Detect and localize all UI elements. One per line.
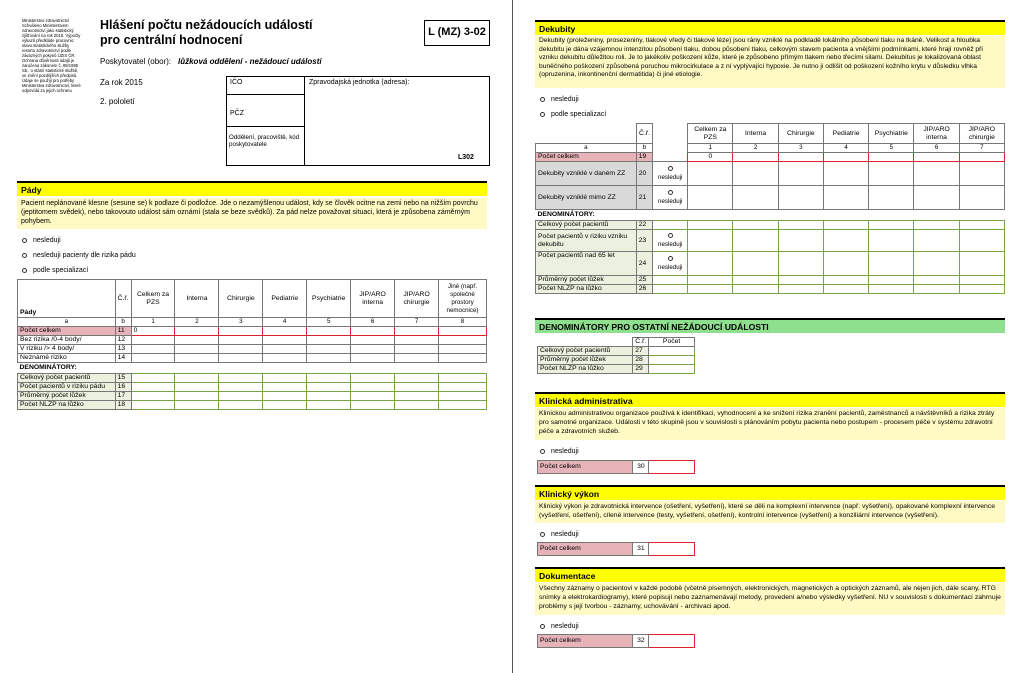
col-header: Č.ř. <box>636 124 652 144</box>
row-label: Dekubity vzniklé mimo ZZ <box>536 186 637 210</box>
unit-label: Zpravodajská jednotka (adresa): <box>309 79 410 86</box>
input-cell[interactable] <box>351 345 395 354</box>
pady-title: Pády <box>17 181 487 196</box>
input-cell[interactable] <box>263 392 307 401</box>
row-number: 21 <box>636 186 652 210</box>
page-divider <box>512 0 513 673</box>
input-cell[interactable] <box>869 252 914 276</box>
row-label: Počet celkem <box>538 461 633 474</box>
row-number: 19 <box>636 153 652 162</box>
input-cell[interactable] <box>131 336 175 345</box>
input-cell[interactable] <box>823 186 868 210</box>
col-header: Č.ř. <box>115 280 131 318</box>
input-cell[interactable] <box>649 365 695 374</box>
input-cell[interactable] <box>307 401 351 410</box>
input-cell[interactable] <box>263 354 307 363</box>
input-cell[interactable] <box>219 374 263 383</box>
table-row <box>536 285 1005 294</box>
input-cell[interactable] <box>219 392 263 401</box>
klinicka-admin-option-nesleduji[interactable]: nesleduji <box>540 447 579 456</box>
input-cell[interactable] <box>733 153 778 162</box>
input-cell[interactable] <box>823 285 868 294</box>
row-label: Počet NLZP na lůžko <box>18 401 116 410</box>
num-cell: 1 <box>131 318 175 327</box>
num-cell: a <box>18 318 116 327</box>
input-cell[interactable] <box>869 285 914 294</box>
col-header: Interna <box>733 124 778 144</box>
num-cell: 2 <box>733 144 778 153</box>
input-cell[interactable] <box>733 221 778 230</box>
table-row <box>18 336 487 345</box>
input-cell[interactable] <box>175 354 219 363</box>
row-label: Průměrný počet lůžek <box>536 276 637 285</box>
table-row <box>538 356 695 365</box>
input-cell[interactable] <box>733 162 778 186</box>
klinicky-vykon-option-nesleduji[interactable]: nesleduji <box>540 530 579 539</box>
table-row <box>538 543 695 556</box>
input-cell[interactable] <box>688 252 733 276</box>
pady-desc: Pacient neplánované klesne (sesune se) k podlaze či podložce. Jde o nezamýšlenou událost, kdy se člověk ocitne na zemi nebo na nižším povrchu (jeptitomem svědek), nebo takovouto událost sám oznámí (stala se beze svědků). Za pád nelze považovat situaci, která je způsobena záměrným pohybem. <box>17 198 487 229</box>
input-cell[interactable] <box>688 276 733 285</box>
row-label: Dekubity vzniklé v daném ZZ <box>536 162 637 186</box>
input-cell[interactable] <box>914 153 959 162</box>
report-year: Za rok 2015 <box>100 78 143 87</box>
klinicka-admin-desc: Klinickou administrativou organizace používá k identifikaci, vyhodnocení a ke snížení rizika zranění pacientů, zaměstnanců a návštěvníků a rizika ztráty pro samotné organizace. Události v této skupině jsou v souvislosti s plánováním pobytu pacienta nebo postupem - procesem péče v systému zdravotní péče a zdravotních služeb. <box>535 408 1005 440</box>
col-header: Pediatrie <box>823 124 868 144</box>
row-option-nesleduji[interactable]: nesleduji <box>653 252 688 276</box>
input-cell[interactable] <box>959 285 1004 294</box>
table-row <box>536 230 1005 252</box>
row-number: 13 <box>115 345 131 354</box>
col-header: Chirurgie <box>219 280 263 318</box>
pady-option-nesleduji[interactable]: nesleduji <box>22 236 61 245</box>
dekubity-option-nesleduji[interactable]: nesleduji <box>540 95 579 104</box>
input-cell[interactable] <box>307 354 351 363</box>
input-cell[interactable] <box>914 221 959 230</box>
input-cell[interactable] <box>653 276 688 285</box>
provider-value: lůžková oddělení - nežádoucí události <box>178 57 322 66</box>
input-cell[interactable] <box>395 383 439 392</box>
input-cell[interactable] <box>823 230 868 252</box>
input-cell[interactable] <box>351 401 395 410</box>
row-option-nesleduji[interactable]: nesleduji <box>653 186 688 210</box>
input-cell[interactable] <box>307 336 351 345</box>
input-cell[interactable] <box>175 345 219 354</box>
table-row <box>538 635 695 648</box>
num-cell: 7 <box>959 144 1004 153</box>
input-cell[interactable] <box>131 374 175 383</box>
input-cell[interactable] <box>395 374 439 383</box>
num-cell: a <box>536 144 637 153</box>
col-header: Počet <box>649 338 695 347</box>
input-cell[interactable] <box>351 392 395 401</box>
input-cell[interactable] <box>131 383 175 392</box>
table-row <box>18 327 487 336</box>
num-cell: 4 <box>263 318 307 327</box>
row-number: 22 <box>636 221 652 230</box>
input-cell[interactable] <box>175 327 219 336</box>
row-label: Počet celkem <box>18 327 116 336</box>
dekubity-title: Dekubity <box>535 20 1005 35</box>
provider-label: Poskytovatel (obor): <box>100 57 172 66</box>
input-cell[interactable] <box>778 276 823 285</box>
input-cell[interactable] <box>131 345 175 354</box>
table-row <box>536 276 1005 285</box>
klinicky-vykon-table <box>537 542 695 556</box>
table-row <box>536 221 1005 230</box>
table-row <box>538 461 695 474</box>
input-cell[interactable] <box>175 401 219 410</box>
klinicka-admin-title: Klinická administrativa <box>535 392 1005 407</box>
num-cell: 1 <box>688 144 733 153</box>
col-header: Č.ř. <box>633 338 649 347</box>
input-cell[interactable] <box>823 221 868 230</box>
table-row <box>18 374 487 383</box>
row-number: 17 <box>115 392 131 401</box>
col-header: JIP/ARO chirurgie <box>395 280 439 318</box>
input-cell[interactable] <box>263 336 307 345</box>
num-cell: 7 <box>395 318 439 327</box>
num-cell: 4 <box>823 144 868 153</box>
input-cell[interactable] <box>263 401 307 410</box>
input-cell[interactable] <box>733 230 778 252</box>
col-header: Chirurgie <box>778 124 823 144</box>
row-label: Celkový počet pacientů <box>18 374 116 383</box>
num-cell: 3 <box>778 144 823 153</box>
row-number: 24 <box>636 252 652 276</box>
input-cell[interactable] <box>307 345 351 354</box>
num-cell: 3 <box>219 318 263 327</box>
input-cell[interactable] <box>959 230 1004 252</box>
row-label: Průměrný počet lůžek <box>538 356 633 365</box>
dept-label: Oddělení, pracoviště, kód poskytovatele <box>229 134 300 148</box>
input-cell[interactable]: 0 <box>131 327 175 336</box>
input-cell[interactable] <box>263 327 307 336</box>
input-cell[interactable] <box>439 345 487 354</box>
input-cell[interactable] <box>263 383 307 392</box>
form-title: Hlášení počtu nežádoucích událostí pro centrální hodnocení <box>100 18 313 47</box>
input-cell[interactable] <box>959 276 1004 285</box>
input-cell[interactable] <box>914 186 959 210</box>
input-cell[interactable] <box>439 336 487 345</box>
pady-option-riziko[interactable]: nesleduji pacienty dle rizika pádu <box>22 251 136 260</box>
input-cell[interactable] <box>823 162 868 186</box>
row-label: Průměrný počet lůžek <box>18 392 116 401</box>
input-cell[interactable] <box>914 276 959 285</box>
empty-cell <box>653 153 688 162</box>
col-header: JIP/ARO interna <box>914 124 959 144</box>
row-number: 28 <box>633 356 649 365</box>
input-cell[interactable] <box>653 221 688 230</box>
input-cell[interactable] <box>959 252 1004 276</box>
input-cell[interactable] <box>823 153 868 162</box>
input-cell[interactable] <box>439 327 487 336</box>
table-row <box>536 162 1005 186</box>
row-number: 16 <box>115 383 131 392</box>
input-cell[interactable] <box>219 327 263 336</box>
input-cell[interactable] <box>778 221 823 230</box>
col-header: Celkem za PZS <box>688 124 733 144</box>
row-label: Počet pacientů v riziku vzniku dekubitu <box>536 230 637 252</box>
input-cell[interactable] <box>649 543 695 556</box>
pady-option-specializace[interactable]: podle specializací <box>22 266 88 275</box>
col-header: Celkem za PZS <box>131 280 175 318</box>
input-cell[interactable] <box>439 354 487 363</box>
input-cell[interactable] <box>351 354 395 363</box>
input-cell[interactable] <box>439 392 487 401</box>
row-number: 29 <box>633 365 649 374</box>
table-row <box>536 186 1005 210</box>
row-label: Neznámé riziko <box>18 354 116 363</box>
row-label: Počet celkem <box>538 635 633 648</box>
row-number: 31 <box>633 543 649 556</box>
table-row <box>18 354 487 363</box>
input-cell[interactable] <box>869 153 914 162</box>
input-cell[interactable] <box>263 374 307 383</box>
input-cell[interactable] <box>914 162 959 186</box>
input-cell[interactable] <box>439 383 487 392</box>
input-cell[interactable] <box>688 221 733 230</box>
input-cell[interactable] <box>688 186 733 210</box>
dokumentace-desc: Všechny záznamy o pacientovi v každé podobě (včetně písemných, elektronických, magnetických a optických záznamů, ale nejen jich, dále scany, RTG snímky a elektrokardiogramy), které popisují nebo zaznamenávají metody, provedení a/nebo výsledky vyšetření. NU v souvislosti s dokumentací zahrnuje problémy s její tvorbou - záznamy, uchovávání - archivaci apod. <box>535 583 1005 615</box>
denom-other-title: DENOMINÁTORY PRO OSTATNÍ NEŽÁDOUCÍ UDÁLOSTI <box>535 318 1005 333</box>
form-code: L (MZ) 3-02 <box>424 20 490 46</box>
table-row <box>536 153 1005 162</box>
row-number: 27 <box>633 347 649 356</box>
input-cell[interactable] <box>688 162 733 186</box>
input-cell[interactable] <box>219 336 263 345</box>
input-cell[interactable] <box>307 374 351 383</box>
row-option-nesleduji[interactable]: nesleduji <box>653 230 688 252</box>
input-cell[interactable] <box>649 347 695 356</box>
row-number: 15 <box>115 374 131 383</box>
num-cell: b <box>636 144 652 153</box>
input-cell[interactable] <box>649 461 695 474</box>
num-cell: 8 <box>439 318 487 327</box>
row-number: 12 <box>115 336 131 345</box>
input-cell[interactable] <box>959 162 1004 186</box>
input-cell[interactable] <box>439 401 487 410</box>
klinicky-vykon-title: Klinický výkon <box>535 485 1005 500</box>
pcz-label: PČZ <box>230 110 244 117</box>
col-header: Psychiatrie <box>307 280 351 318</box>
row-label: Počet pacientů v riziku pádu <box>18 383 116 392</box>
input-cell[interactable] <box>914 252 959 276</box>
empty-cell <box>538 338 633 347</box>
row-number: 14 <box>115 354 131 363</box>
row-label: Celkový počet pacientů <box>538 347 633 356</box>
input-cell[interactable] <box>649 356 695 365</box>
input-cell[interactable] <box>307 392 351 401</box>
input-cell[interactable] <box>733 285 778 294</box>
input-cell[interactable] <box>395 345 439 354</box>
input-cell[interactable] <box>131 392 175 401</box>
col-header: Pediatrie <box>263 280 307 318</box>
input-cell[interactable] <box>131 354 175 363</box>
denom-other-table <box>537 337 695 374</box>
input-cell[interactable] <box>219 401 263 410</box>
row-number: 11 <box>115 327 131 336</box>
input-cell[interactable] <box>733 276 778 285</box>
table-row <box>18 401 487 410</box>
input-cell[interactable] <box>395 327 439 336</box>
table-row <box>18 345 487 354</box>
identification-box <box>226 76 490 166</box>
empty-cell <box>536 124 637 144</box>
row-label: Počet pacientů nad 65 let <box>536 252 637 276</box>
input-cell[interactable] <box>351 336 395 345</box>
input-cell[interactable] <box>175 383 219 392</box>
num-cell: 6 <box>351 318 395 327</box>
input-cell[interactable] <box>778 285 823 294</box>
row-number: 32 <box>633 635 649 648</box>
input-cell[interactable] <box>869 276 914 285</box>
input-cell[interactable] <box>869 162 914 186</box>
row-label: Počet NLZP na lůžko <box>538 365 633 374</box>
num-cell: 6 <box>914 144 959 153</box>
denominator-label: DENOMINÁTORY: <box>19 364 77 371</box>
klinicka-admin-table <box>537 460 695 474</box>
input-cell[interactable] <box>351 383 395 392</box>
col-header: Pády <box>18 280 116 318</box>
row-number: 25 <box>636 276 652 285</box>
table-row <box>538 365 695 374</box>
input-cell[interactable] <box>959 153 1004 162</box>
col-header: Psychiatrie <box>869 124 914 144</box>
table-row <box>536 252 1005 276</box>
pady-table <box>17 279 487 410</box>
denominator-label: DENOMINÁTORY: <box>537 211 595 218</box>
dokumentace-table <box>537 634 695 648</box>
empty-cell <box>653 144 688 153</box>
ico-label: IČO <box>230 79 243 86</box>
input-cell[interactable] <box>733 186 778 210</box>
input-cell[interactable] <box>395 401 439 410</box>
input-cell[interactable] <box>175 392 219 401</box>
input-cell[interactable] <box>733 252 778 276</box>
dekubity-option-specializace[interactable]: podle specializací <box>540 110 606 119</box>
input-cell[interactable] <box>175 374 219 383</box>
empty-cell <box>653 124 688 144</box>
input-cell[interactable] <box>653 285 688 294</box>
num-cell: 2 <box>175 318 219 327</box>
input-cell[interactable] <box>778 186 823 210</box>
input-cell[interactable] <box>869 186 914 210</box>
input-cell[interactable] <box>351 374 395 383</box>
input-cell[interactable] <box>263 345 307 354</box>
row-label: V riziku /> 4 body/ <box>18 345 116 354</box>
input-cell[interactable] <box>869 221 914 230</box>
table-row <box>538 347 695 356</box>
num-cell: 5 <box>869 144 914 153</box>
input-cell[interactable] <box>778 153 823 162</box>
row-number: 26 <box>636 285 652 294</box>
dekubity-table <box>535 123 1005 294</box>
input-cell[interactable] <box>688 230 733 252</box>
input-cell[interactable] <box>219 354 263 363</box>
klinicky-vykon-desc: Klinický výkon je zdravotnická intervence (ošetření, vyšetření), které se děli na komplexní intervence (např. vyšetření), opakované komplexní intervence (vyšetření, ošetření), cílené intervence (testy, vyšetření, ošetření), kontrolní intervence (vyšetření) a konziliární intervence (vyšetření). <box>535 501 1005 523</box>
input-cell[interactable] <box>175 336 219 345</box>
input-cell[interactable] <box>688 285 733 294</box>
col-header: Jiné (např. společné prostory nemocnice) <box>439 280 487 318</box>
input-cell[interactable] <box>869 230 914 252</box>
input-cell[interactable] <box>649 635 695 648</box>
input-cell[interactable] <box>351 327 395 336</box>
dekubity-desc: Dekubity (proleženiny, prosezeniny, tlakové vředy či tlakové léze) jsou rány vzniklé na podkladě lokálního působení tlaku na tkáně. Velikost a hloubka dekubitu je dána vzájemnou intenzitou působení tlaku, dobou působení tlaku, celkovým stavem pacienta a vnějšími podmínkami, které hrají rovněž při vzniku dekubitu důležitou roli. Je to jakékoliv poškození kůže, které je způsobeno přímým tlakem nebo třecími silami. Dekubitus je lokalizovaná oblast buněčného poškození způsobená poruchou mikrocirkulace a z ní vyplývající hypoxie. Je nutno ji odlišit od poškození kožního krytu v důsledku vlhka (opruzenina, inkontinenční dermatitida) či jiné etiologie. <box>535 36 1005 88</box>
col-header: JIP/ARO chirurgie <box>959 124 1004 144</box>
input-cell[interactable] <box>395 354 439 363</box>
l302-label: L302 <box>458 154 474 161</box>
input-cell[interactable] <box>219 345 263 354</box>
input-cell[interactable] <box>307 327 351 336</box>
row-number: 30 <box>633 461 649 474</box>
dokumentace-title: Dokumentace <box>535 567 1005 582</box>
table-row <box>18 392 487 401</box>
report-half: 2. pololetí <box>100 97 135 106</box>
row-number: 18 <box>115 401 131 410</box>
row-option-nesleduji[interactable]: nesleduji <box>653 162 688 186</box>
input-cell[interactable] <box>914 230 959 252</box>
dokumentace-option-nesleduji[interactable]: nesleduji <box>540 622 579 631</box>
input-cell[interactable] <box>959 221 1004 230</box>
input-cell[interactable] <box>778 252 823 276</box>
input-cell[interactable] <box>959 186 1004 210</box>
input-cell[interactable] <box>439 374 487 383</box>
input-cell[interactable] <box>307 383 351 392</box>
row-label: Počet celkem <box>538 543 633 556</box>
input-cell[interactable] <box>914 285 959 294</box>
col-header: Interna <box>175 280 219 318</box>
row-number: 23 <box>636 230 652 252</box>
input-cell[interactable] <box>395 392 439 401</box>
num-cell: 5 <box>307 318 351 327</box>
row-label: Celkový počet pacientů <box>536 221 637 230</box>
row-number: 20 <box>636 162 652 186</box>
col-header: JIP/ARO interna <box>351 280 395 318</box>
row-label: Počet NLZP na lůžko <box>536 285 637 294</box>
row-label: Bez rizika /0-4 body/ <box>18 336 116 345</box>
input-cell[interactable] <box>219 383 263 392</box>
input-cell[interactable] <box>778 230 823 252</box>
input-cell[interactable] <box>131 401 175 410</box>
input-cell[interactable]: 0 <box>688 153 733 162</box>
row-label: Počet celkem <box>536 153 637 162</box>
input-cell[interactable] <box>395 336 439 345</box>
ministry-note: Ministerstvo zdravotnictví Schváleno Ministerstvem zdravotnictví jako statistický zjišťování na rok 2015. Výpočty výkazů předkláde pracovnic stavu statistického služby resortu zdravotnictví podle závazných pokynů ÚZIS ČR. Ochrana důvěrnosti údajů je zaručena zákonem č. 89/1995 Sb., o státní statistické službě, ve znění pozdějších předpisů. Údaje se použijí pro potřeby Ministerstva zdravotnictví, které odpovídá za jejich ochranu <box>22 18 81 93</box>
input-cell[interactable] <box>823 276 868 285</box>
table-row <box>18 383 487 392</box>
input-cell[interactable] <box>778 162 823 186</box>
num-cell: b <box>115 318 131 327</box>
input-cell[interactable] <box>823 252 868 276</box>
